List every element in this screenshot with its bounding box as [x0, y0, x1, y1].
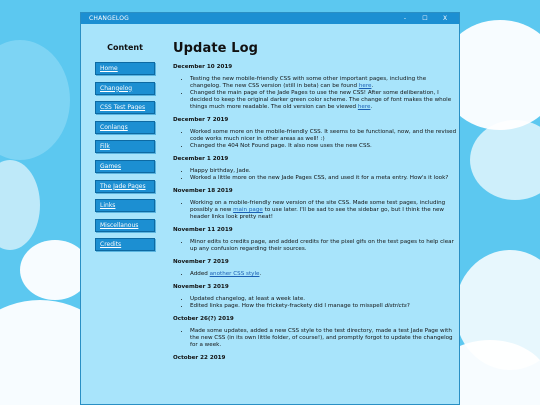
log-entry: [173, 284, 457, 310]
log-entry: [173, 117, 457, 150]
changelog-window: [80, 12, 460, 405]
log-entry: [173, 188, 457, 221]
entry-date: November 18 2019: [173, 188, 233, 194]
here-link[interactable]: here: [358, 83, 372, 89]
list-item: • Happy birthday, Jade.: [190, 168, 457, 175]
log-entry: [173, 316, 457, 349]
list-item: • Made some updates, added a new CSS style to the test directory, made a test Jade Page with the new CSS (in its own little folder, of course!), and promptly forgot to update the changelog for a week.: [190, 328, 457, 349]
entry-date: November 3 2019: [173, 284, 229, 290]
sidebar-item-links[interactable]: Links: [95, 199, 155, 212]
sidebar-item-home[interactable]: Home: [95, 62, 155, 75]
list-item: • Worked some more on the mobile-friendly CSS. It seems to be functional, now, and the revised code works much nicer in other areas as well! :): [190, 129, 457, 143]
sidebar: [95, 43, 155, 258]
entry-date: December 1 2019: [173, 156, 229, 162]
list-item: • Edited links page. How the frickety-frackety did I manage to misspell districts?: [190, 303, 457, 310]
log-entry: [173, 156, 457, 182]
window-title: CHANGELOG: [89, 15, 130, 22]
sidebar-item-jade-pages[interactable]: The Jade Pages: [95, 180, 155, 193]
sidebar-item-games[interactable]: Games: [95, 160, 155, 173]
list-item: • Changed the main page of the Jade Pages to use the new CSS! After some deliberation, I decided to keep the original darker green color scheme. The change of font makes the whole things much more readable. The old version can be viewed here.: [190, 90, 457, 111]
entry-date: November 7 2019: [173, 259, 229, 265]
sidebar-item-miscellanous[interactable]: Miscellanous: [95, 219, 155, 232]
sidebar-item-credits[interactable]: Credits: [95, 238, 155, 251]
log-entry: [173, 227, 457, 253]
list-item: • Minor edits to credits page, and added credits for the pixel gifs on the test pages to help clear up any confusion regarding their sources.: [190, 239, 457, 253]
sidebar-item-changelog[interactable]: Changelog: [95, 82, 155, 95]
maximize-button[interactable]: ☐: [422, 15, 428, 22]
list-item: • Added another CSS style.: [190, 271, 457, 278]
log-entry: [173, 259, 457, 278]
main-content: [173, 41, 457, 367]
entry-date: December 10 2019: [173, 64, 233, 70]
page-title: Update Log: [173, 41, 259, 56]
list-item: • Worked a little more on the new Jade Pages CSS, and used it for a meta entry. How's it look?: [190, 175, 457, 182]
main-page-link[interactable]: main page: [233, 207, 263, 213]
another-css-style-link[interactable]: another CSS style: [209, 271, 260, 277]
list-item: • Testing the new mobile-friendly CSS with some other important pages, including the changelog. The new CSS version (still in beta) can be found here.: [190, 76, 457, 90]
entry-date: October 22 2019: [173, 355, 226, 361]
sidebar-item-css-test-pages[interactable]: CSS Test Pages: [95, 101, 155, 114]
close-button[interactable]: X: [442, 15, 448, 22]
minimize-button[interactable]: -: [403, 15, 407, 22]
entry-date: October 26(?) 2019: [173, 316, 234, 322]
sidebar-item-filk[interactable]: Filk: [95, 140, 155, 153]
sidebar-item-conlangs[interactable]: Conlangs: [95, 121, 155, 134]
list-item: • Working on a mobile-friendly new version of the site CSS. Made some test pages, including possibly a new main page to use later. I'll be sad to see the sidebar go, but I think the new header links look pretty neat!: [190, 200, 457, 221]
list-item: • Changed the 404 Not Found page. It also now uses the new CSS.: [190, 143, 457, 150]
window-titlebar[interactable]: [81, 13, 459, 24]
entry-date: November 11 2019: [173, 227, 233, 233]
here-link[interactable]: here: [357, 104, 371, 110]
sidebar-heading: Content: [107, 43, 143, 52]
list-item: • Updated changelog, at least a week late.: [190, 296, 457, 303]
log-entry: [173, 64, 457, 111]
entry-date: December 7 2019: [173, 117, 229, 123]
log-entry: [173, 355, 457, 361]
